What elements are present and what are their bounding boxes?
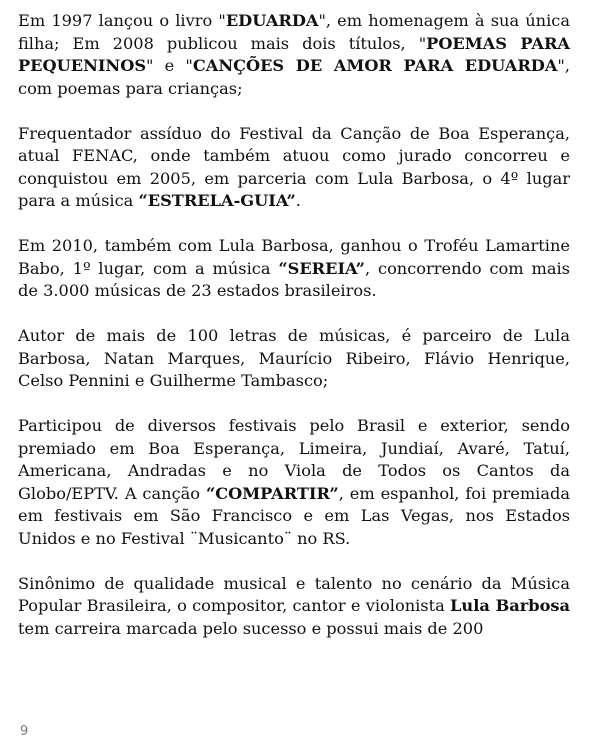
bold-name-lula-barbosa: Lula Barbosa <box>450 596 571 615</box>
paragraph-partners <box>18 325 570 393</box>
text-segment: . <box>295 191 301 210</box>
bold-song-sereia: “SEREIA” <box>278 258 365 278</box>
paragraph-awards <box>18 415 570 550</box>
text-segment: ", com poemas para crianças; <box>18 56 570 98</box>
text-segment: Em 1997 lançou o livro " <box>18 11 226 30</box>
bold-title-cancoes: CANÇÕES DE AMOR PARA EDUARDA <box>192 56 558 75</box>
bold-song-estrela-guia: “ESTRELA-GUIA” <box>138 191 296 210</box>
document-page <box>18 10 570 640</box>
bold-title-eduarda: EDUARDA <box>225 11 319 30</box>
bold-song-compartir: “COMPARTIR” <box>205 483 339 503</box>
text-segment: tem carreira marcada pelo sucesso e possui mais de 200 <box>18 618 484 638</box>
text-segment: Frequentador assíduo do Festival da Canção de Boa Esperança, atual FENAC, onde também atuou como jurado concorreu e conquistou em 2005, em parceria com Lula Barbosa, o 4º lugar para a música <box>18 123 570 210</box>
text-segment: Sinônimo de qualidade musical e talento no cenário da Música Popular Brasileira, o compositor, cantor e violonista <box>18 573 570 615</box>
paragraph-festival <box>18 123 570 213</box>
page-number: 9 <box>20 724 29 739</box>
text-segment: , em espanhol, foi premiada em festivais em São Francisco e em Las Vegas, nos Estados Unidos e no Festival ¨Musicanto¨ no RS. <box>18 483 571 548</box>
text-segment: Autor de mais de 100 letras de músicas, é parceiro de Lula Barbosa, Natan Marques, Maurício Ribeiro, Flávio Henrique, Celso Pennini e Guilherme Tambasco; <box>18 326 570 390</box>
text-segment: , concorrendo com mais de 3.000 músicas de 23 estados brasileiros. <box>18 258 570 300</box>
bold-title-poemas: POEMAS PARA PEQUENINOS <box>18 33 570 75</box>
paragraph-trophy <box>18 235 570 303</box>
paragraph-lula-barbosa <box>18 573 570 641</box>
paragraph-books <box>18 10 570 100</box>
text-segment: Participou de diversos festivais pelo Brasil e exterior, sendo premiado em Boa Esperança, Limeira, Jundiaí, Avaré, Tatuí, Americana, Andradas e no Viola de Todos os Cantos da Globo/EPTV. A canção <box>18 416 570 503</box>
text-segment: " e " <box>146 56 193 75</box>
text-segment: ", em homenagem à sua única filha; Em 2008 publicou mais dois títulos, " <box>18 11 570 53</box>
text-segment: Em 2010, também com Lula Barbosa, ganhou o Troféu Lamartine Babo, 1º lugar, com a música <box>18 236 570 278</box>
